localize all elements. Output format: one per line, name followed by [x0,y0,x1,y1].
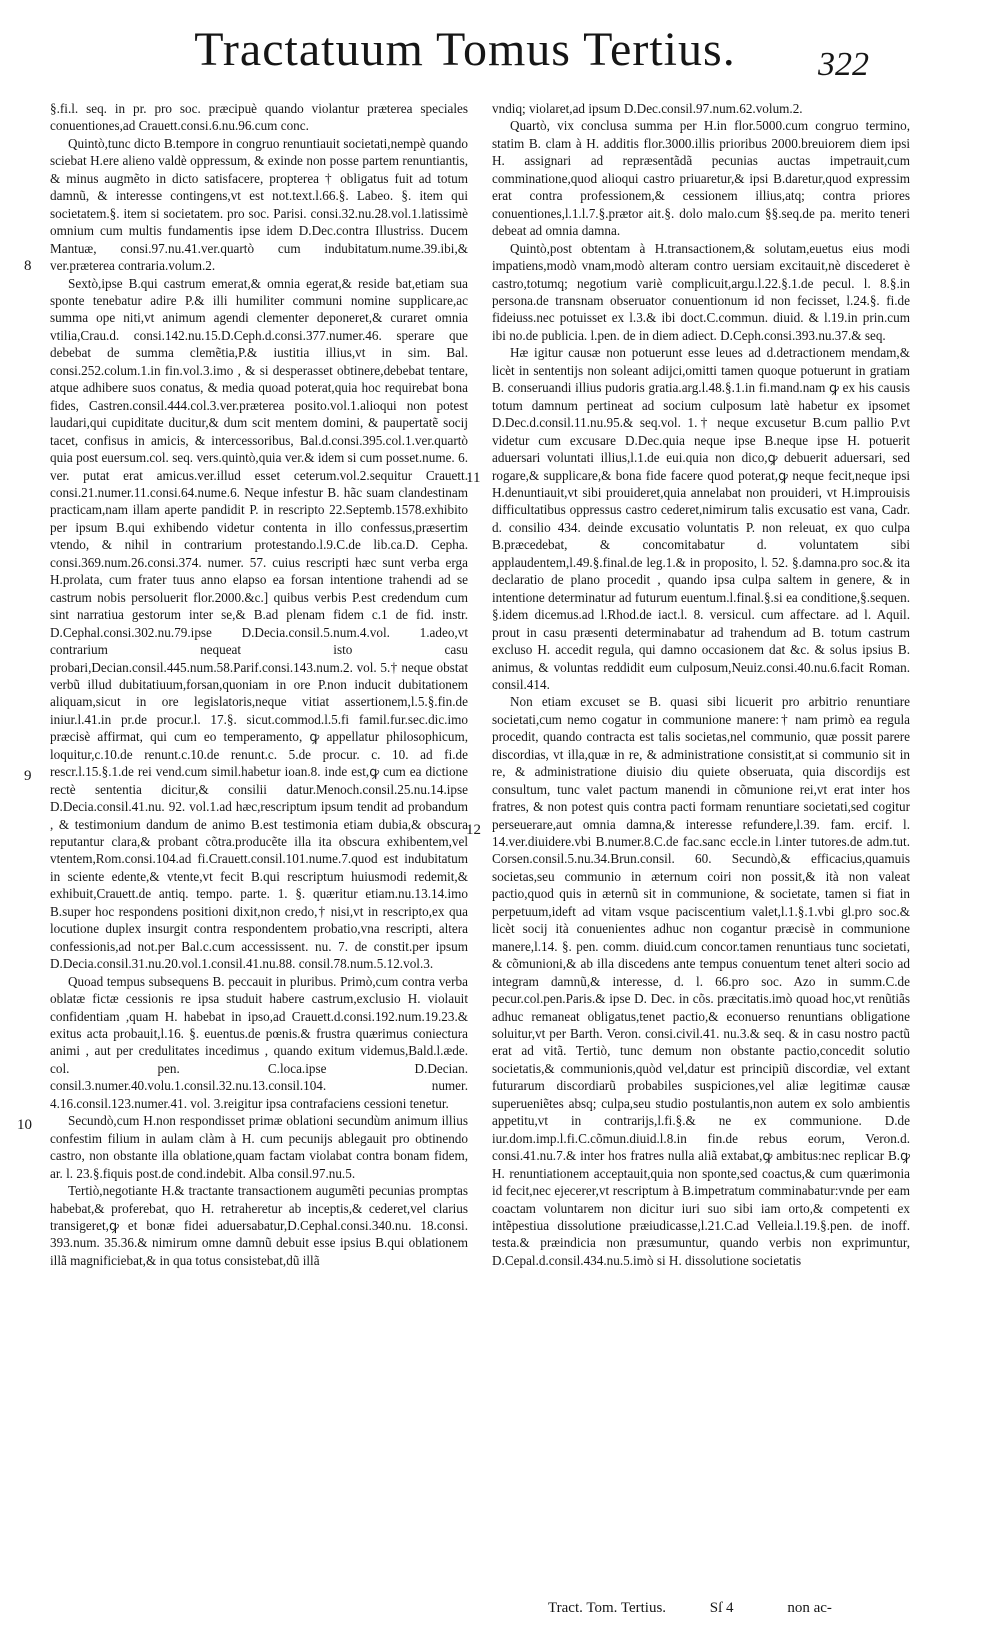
paragraph: Quintò,post obtentam à H.transactionem,& solutam,euetus eius modi impatiens,modò vnam,modò alteram contro uersiam excitauit,nè discederet è castro,totumq; negotium variè complicuit,argu.l.22.§.1.de pecul. l. 8.§.in persona.de transnam obseruator conuentionum id non fecisset, l.24.§. fi.de fideiuss.nec potuisset ex l.3.& ibi doct.C.commun. diuid. & l.19.in prin.cum ibi no.de publicia. l.pen. de in diem adiect. D.Ceph.consi.393.nu.37.& seq. [492,240,910,343]
signature-mark: Sſ 4 [709,1600,734,1616]
margin-number: 11 [466,470,481,486]
margin-number: 9 [24,768,32,784]
margin-number: 10 [17,1117,32,1133]
left-column [50,100,468,1269]
page-title: Tractatuum Tomus Tertius. [194,23,736,76]
paragraph: Secundò,cum H.non respondisset primæ oblationi secundùm animum illius confestim filium in aulam clàm à H. cum pecunijs ablegauit pro obtinendo castro, non obstante illa oblatione,quam factam violabat contra bonam fidem, ar. l. 23.§.fiquis post.de cond.indebit. Alba consil.97.nu.5. [50,1113,468,1181]
paragraph: Sextò,ipse B.qui castrum emerat,& omnia egerat,& reside bat,etiam sua sponte tenebatur adire P.& illi humiliter communi nomine supplicare,ac summa ope niti,vt animum agendi clementer deponeret,& curaret omnia vtilia,Crau.d. consi.142.nu.15.D.Ceph.d.consi.377.numer.46. sperare que debebat de summa clemẽtia,P.& iustitia illius,vt in sim. Bal. consi.252.colum.1.in fin.vol.3.imo , & si desperasset obtinere,debebat tentare, atque adhibere suos conatus, & media quoad poterat,quia hoc requirebat bona fides, Castren.consil.444.col.3.ver.præterea posito.vol.1.alioqui non potest laudari,qui cupiditate ducitur,& dum scit mentem domini, & paupertatẽ socij tacet, confisus in amicis, & intercessoribus, Bal.d.consi.395.col.1.ver.quartò quia post euersum.col. seq. vers.quintò,quia ver.& idem si cum posset.nume. 6. ver. putat erat amicus.ver.illud esset ceterum.vol.2.sequitur Crauett. consi.21.numer.11.consi.64.nume.6. Neque infestur B. hãc suam clandestinam practicam,nam illam aperte pandidit P. in rescripto 22.Septemb.1578.exhibito per ipsum B.qui exhibendo videtur contenta in illo confessus,præsertim vtendo, & nihil in contrarium protestando.l.9.C.de lib.ca.D. Cepha. consi.369.num.26.consi.374. numer. 57. cuius rescripti hæc sunt verba erga H.prolata, cum frater tuus anno elapso ea forsan intentione trahendi ad se castrum nobis persoluerit flor.2000.&c.] quibus verbis P.est credendum cum sint narratiua gestorum inter se,& B.ad plenam fidem c.1 de fid. instr. D.Cephal.consi.302.nu.79.ipse D.Decia.consil.5.num.4.vol. 1.adeo,vt contrarium nequeat isto casu probari,Decian.consil.445.num.58.Parif.consi.143.num.2. vol. 5.† neque obstat verbũ illud dubitatiuum,forsan,quoniam in ore P.non inducit dubitationem aliquam,sicut in ore legislatoris,neque vitiat assertionem,l.5.§.fin.de iniur.l.41.in pr.de procur.l. 17.§. sicut.commod.l.5.fi famil.fur.sec.dic.imo præcisè affirmat, qui cum eo temperamento, ꝙ appellatur philosophicum, loquitur,c.10.de renunt.c.10.de renunt.c. 5.de procur. c. 10. ad fi.de rescr.l.15.§.1.de rei vend.cum simil.habetur ioan.8. inde est,ꝙ cum ea dictione rectè sententia dicitur,& consilii datur.Menoch.consil.25.nu.14.ipse D.Decia.consil.41.nu. 92. vol.1.ad hæc,rescriptum ipsum tendit ad probandum , & testimonium dandum de animo B.est testimonia etiam dubia,& obscura reputantur clara,& probant cõtra.producẽte illa ita obscura exhibentem,vel vtentem,Rom.consi.104.ad fi.Crauett.consil.101.nume.7.quod est indubitatum in sciente edente,& vtente,vt fecit B.qui rescriptum huiusmodi redemit,& exhibuit,Crauett.de antiq. tempo. parte. 1. §. quæritur etiam.nu.13.14.imo B.super hoc respondens positioni dixit,non credo,† nisi,vt in rescripto,ex qua locutione duplex insurgit contra respondentem probatio,vna rescripti, altera confessionis,ad not.per Bal.c.cum accessissent. nu. 7. de constit.per ipsum D.Decia.consil.31.nu.20.vol.1.consil.41.nu.88. consil.78.num.5.12.vol.3. [50,275,468,972]
right-column [492,100,910,1269]
paragraph: Tertiò,negotiante H.& tractante transactionem augumẽti pecunias promptas habebat,& proferebat, quo H. retraheretur ab inceptis,& cederet,vel clarius transigeret,ꝙ et bonæ fidei aduersabatur,D.Cephal.consi.340.nu. 18.consi. 393.num. 35.36.& nimirum omne damnũ debuit esse ipsius B.qui oblationem illã magnificiebat,& in qua totus consistebat,dũ illã [50,1183,468,1268]
page-footer [548,1600,948,1617]
paragraph: Non etiam excuset se B. quasi sibi licuerit pro arbitrio renuntiare societati,cum nemo cogatur in communione manere:† nam primò ea regula procedit, quando contracta est talis societas,nel communio, quæ possit parere discordias, vt illa,quæ in re, & administratione consistit,at si communio sit in re, & administratione diuisio diu quiete obseruata, quia discordijs est consultum, tunc valet pactum manendi in cõmunione rei,vt erat inter hos fratres, & non potest quis contra pacti formam renuntiare societati,sed cogitur perseuerare,aut omnia damna,& interesse refundere,l.39. fam. ercif. l. 14.ver.diuidere.vbi B.numer.8.C.de fac.sanc eccle.in l.inter tutores.de adm.tut. Corsen.consil.5.nu.34.Brun.consil. 60. Secundò,& efficacius,quamuis societas,seu communio in æternum coiri non possit,& ità non valeat pactio,quod quis in æternũ sit in communione, & societate, tamen si fiat in perpetuum,ideft ad vitam vsque paciscentium valet,l.1.§.1.vbi gl.pro soc.& licèt socij ità conuenientes adhuc non cogantur præcisè in communione manere,l.14. §. pen. comm. diuid.cum concor.tamen renuntiaus tunc societati, & cõmunioni,& ab illa discedens ante tempus conuentum tenet alteri socio ad integram damnũ,& interesse, d. l. 66.pro soc. Azo in summ.C.de pecur.col.pen.Paris.& ipse D. Dec. in cõs. præcitatis.imò quoad hoc,vt renũtiãs adhuc remaneat obligatus,tenet pactio,& econuerso renuntians obligatione soluitur,vt per Barth. Veron. consi.civil.41. nu.3.& seq. & in casu nostro pactũ erat ad vitã. Tertiò, tunc demum non obstante pactio,concedit solutio societatis,& communionis,quòd vel,datur est principiũ discordiæ, vel extant futurarum discordiarũ probabiles suspiciones,vel aliæ legitimæ causæ superueniẽtes absq; culpa,seu studio postulantis,non autem ex solo ambientis appetitu,vt in contrarijs,l.fi.§.& ne ex communione. D.de iur.dom.imp.l.fi.C.cõmun.diuid.l.8.in fin.de rebus eorum, Veron.d. consi.41.nu.7.& inter hos fratres nulla aliã extabat,ꝙ ambitus:nec replicar B.ꝙ H. renuntiationem acceptauit,quia non sponte,sed coactus,& cum quærimonia id fecit,nec ejecerer,vt rescriptum à B.impetratum comminabatur:vnde per eam coactam voluntarem non dicitur iuri suo sibi iam orto,& competenti ex intẽpestiua dissolutione præiudicasse,l.21.C.ad Velleia.l.19.§.pen. de inoff. testa.& præindicia non præsumuntur, quando verbis non exprimuntur, D.Cepal.d.consil.434.nu.5.imò si H. dissolutione societatis [492,694,910,1268]
margin-number: 8 [24,258,32,274]
paragraph: vndiq; violaret,ad ipsum D.Dec.consil.97.num.62.volum.2. [492,101,803,116]
margin-number: 12 [466,822,481,838]
running-title: Tract. Tom. Tertius. [548,1600,667,1616]
paragraph: Quintò,tunc dicto B.tempore in congruo renuntiauit societati,nempè quando sciebat H.ere alieno valdè oppressum, & exinde non posse partem renuntiantis, & minus augmẽto in dicto satisfacere, propterea † obligatus fuit ad totum damnũ, & interesse contingens,vt est not.text.l.66.§. Labeo. §. item qui societatem.§. item si societatem. pro soc. Parisi. consi.32.nu.28.vol.1.latissimè omnium cum multis fundamentis ipse idem D.Dec.contra Illustriss. Ducem Mantuæ, consi.97.nu.41.ver.quartò cum indubitatum.nume.39.ibi,& ver.præterea contraria.volum.2. [50,135,468,274]
catchword: non ac- [787,1600,832,1616]
paragraph: Hæ igitur causæ non potuerunt esse leues ad d.detractionem mendam,& licèt in sententijs non soleant adijci,omitti tamen quoque potuerunt in gratiam B. conseruandi illius pudoris gratia.arg.l.48.§.1.in fi.mand.nam ꝙ ex his causis totum damnum pertineat ad socium culposum latè habetur ex ipsomet D.Dec.d.consil.11.nu.95.& seq.vol. 1.† neque excusetur B.cum pallio P.vt videtur cum excusare D.Dec.quia neque ipse B.neque ipse H. potuerit aduersari voluntati illius,l.1.de eui.quia non dico,ꝙ debuerit aduersari, sed rogare,& supplicare,& bona fide facere quod poterat,ꝙ neque fecit,neque ipsi H.denuntiauit,vt sibi prouideret,quia annelabat non prouideri, vt H.improuisis difficultatibus oppressus castro cederet,nimirum talis excusatio est vana, Cadr. d. consilio 434. deinde excusatio voluntatis P. non releuat, ex quo culpa B.præcedebat, & concomitabatur d. voluntatem sibi applaudentem,l.49.§.final.de leg.1.& in proposito, l. 52. §.damna.pro soc.& ita declaratio de plano procedit , quando ipsa culpa saltem in genere, & in intentione determinatur ad futurum euentum.l.final.§.si ea conditione,§.sequen. §.idem dicemus.ad l.Rhod.de iact.l. 8. versicul. cum affectare. ad l. Aquil. prout in casu præsenti determinabatur ad trahendum ad B. totum castrum excluso H. accedit regula, qui damno occasionem dat &c. & solus ipsius B. animus, & voluntas reddidit eum culposum,Neuiz.consi.40.nu.6.facit Roman. consil.414. [492,345,910,692]
page-number: 322 [818,46,869,83]
paragraph: Quartò, vix conclusa summa per H.in flor.5000.cum congruo termino, statim B. clam à H. additis flor.3000.illis prioribus 2000.breuiorem diem ipsi H. assignari ad repræsentãdã pecunias auctas impetrauit,cum comminatione,quod alioqui castro priuaretur,& ipsi B.daretur,quod expressim erat contra professionem,& cessionem illius,atq; contra priores conuentiones,l.1.l.7.§.prætor ait.§. dolo malo.cum §§.seq.de pa. merito teneri debeat ad omnia damna. [492,118,910,239]
paragraph: Quoad tempus subsequens B. peccauit in pluribus. Primò,cum contra verba oblatæ fictæ cessionis re ipsa studuit habere castrum,exclusio H. violauit confidentiam ,quam H. habebat in ipso,ad Crauett.d.consi.192.num.19.23.& exitus acta probauit,l.16. §. euentus.de pœnis.& frustra quærimus coniectura animi , aut per credulitates incedimus , quando exitum videmus,Bald.l.æde. col. pen. C.loca.ipse D.Decian. consil.3.numer.40.volu.1.consil.32.nu.13.consil.104. numer. 4.16.consil.123.numer.41. vol. 3.reigitur ipsa contrafaciens cessioni tenetur. [50,973,468,1111]
paragraph: §.fi.l. seq. in pr. pro soc. præcipuè quando violantur præterea speciales conuentiones,ad Crauett.consi.6.nu.96.cum conc. [50,101,468,134]
